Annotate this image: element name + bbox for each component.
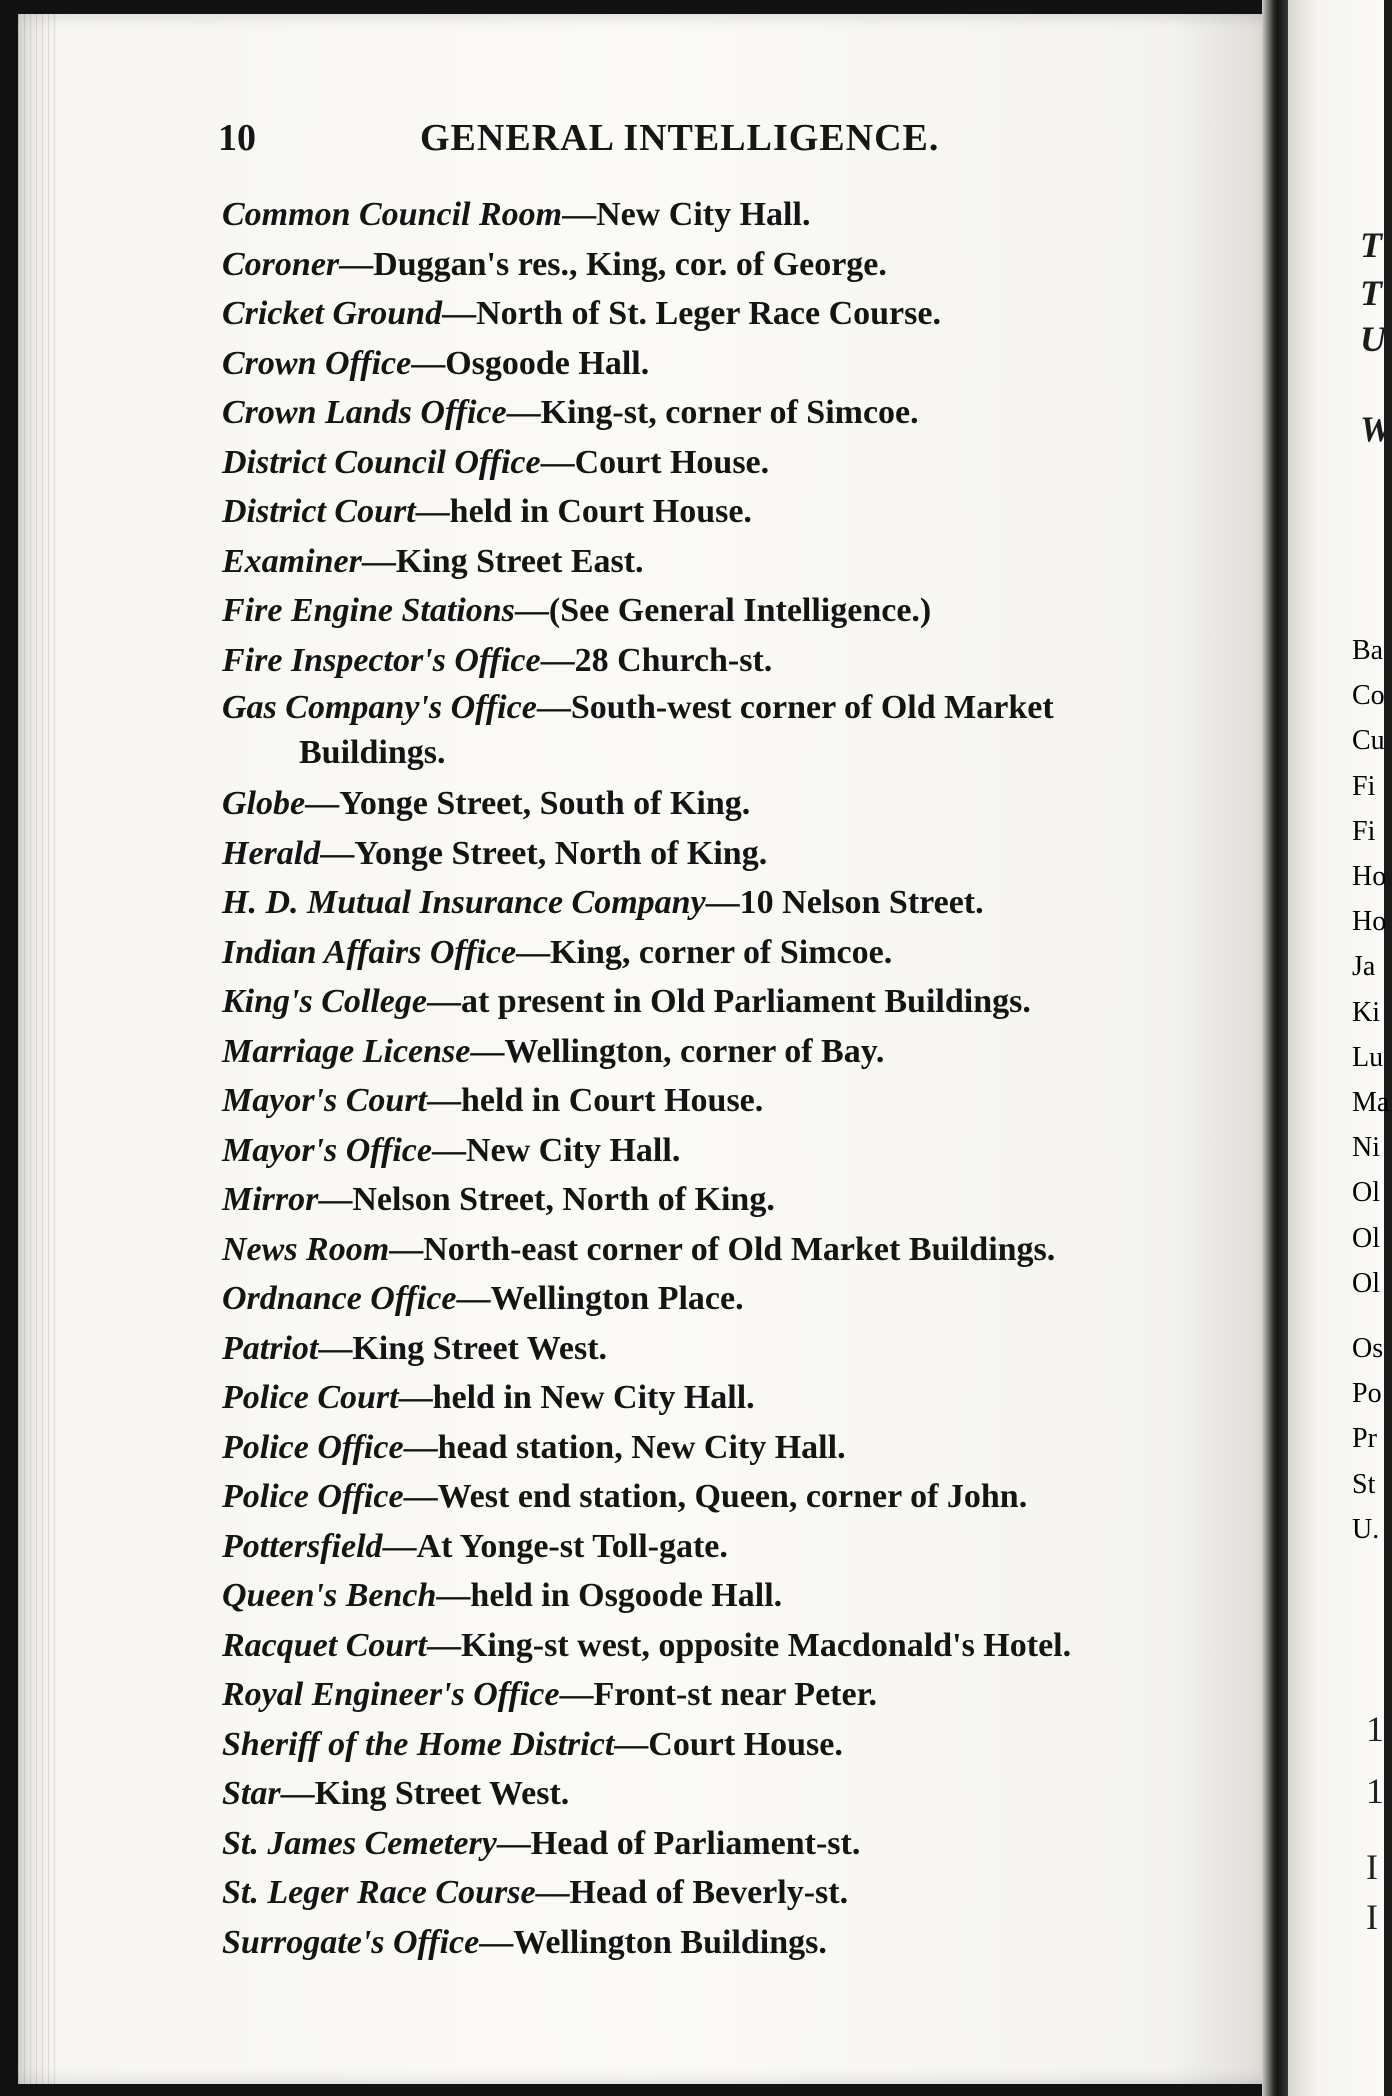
entry-term: H. D. Mutual Insurance Company <box>222 884 706 921</box>
entry-term: Queen's Bench <box>222 1577 437 1614</box>
directory-entry <box>222 1769 1202 1819</box>
entry-location: held in New City Hall. <box>432 1379 755 1416</box>
directory-entry <box>222 1819 1202 1869</box>
right-page-list <box>1352 628 1389 1306</box>
right-page-list-item: Ho <box>1352 861 1387 893</box>
entry-term: Mayor's Office <box>222 1131 432 1169</box>
right-page-mark: 1 <box>1366 1709 1384 1749</box>
entry-term: Gas Company's Office <box>222 689 537 726</box>
entry-dash: — <box>496 1824 531 1862</box>
entry-location: Nelson Street, North of King. <box>352 1181 775 1218</box>
entry-location: North-east corner of Old Market Buildings. <box>423 1230 1056 1268</box>
entry-dash: — <box>305 785 340 822</box>
entry-term: Fire Inspector's Office <box>222 641 541 679</box>
entry-dash: — <box>382 1527 417 1565</box>
directory-entry <box>222 1076 1202 1126</box>
entry-location: Court House. <box>574 443 770 481</box>
entry-term: Crown Lands Office <box>222 394 507 431</box>
directory-entry <box>222 586 1202 636</box>
entry-dash: — <box>442 295 477 332</box>
entry-dash: — <box>427 1082 461 1119</box>
right-page-letter: T <box>1360 273 1382 313</box>
entry-dash: — <box>540 443 575 481</box>
right-page-letter: T <box>1360 225 1382 265</box>
entry-location: Duggan's res., King, cor. of George. <box>373 245 887 283</box>
entry-term: Sheriff of the Home District <box>222 1725 615 1763</box>
right-page-list-item: Fi <box>1352 770 1376 802</box>
entry-term: Mirror <box>222 1181 319 1218</box>
entry-dash: — <box>280 1775 315 1812</box>
right-page-list-item: Fi <box>1352 815 1376 847</box>
right-page-list-item: Po <box>1352 1378 1382 1410</box>
entry-term: Ordnance Office <box>222 1280 457 1317</box>
entry-location: held in Court House. <box>461 1082 764 1119</box>
entry-dash: — <box>426 1626 461 1664</box>
right-page-list-item: Pr <box>1352 1423 1377 1455</box>
entry-term: Surrogate's Office <box>222 1923 480 1961</box>
entry-term: King's College <box>222 983 427 1020</box>
book-gutter <box>1262 0 1288 2096</box>
directory-entry <box>222 928 1202 978</box>
entry-term: Indian Affairs Office <box>222 933 517 971</box>
entry-location: Osgoode Hall. <box>445 344 650 382</box>
directory-entry <box>222 487 1202 537</box>
entry-location: King-st, corner of Simcoe. <box>540 394 919 431</box>
directory-entry <box>222 537 1202 587</box>
directory-entry <box>222 1670 1202 1720</box>
entry-location: North of St. Leger Race Course. <box>476 295 941 332</box>
right-page-fragment <box>1288 0 1392 2096</box>
right-page-list-item: Ol <box>1352 1222 1380 1254</box>
right-page-list-item: Ki <box>1352 996 1380 1028</box>
entry-dash: — <box>562 196 597 233</box>
page-header <box>0 116 1000 176</box>
entry-location: West end station, Queen, corner of John. <box>437 1478 1028 1515</box>
entry-dash: — <box>431 1131 466 1169</box>
entry-dash: — <box>559 1676 594 1713</box>
entry-term: St. Leger Race Course <box>222 1874 536 1911</box>
directory-entries <box>222 190 1202 1967</box>
directory-entry <box>222 289 1202 339</box>
right-page-list-item: Ol <box>1352 1267 1380 1299</box>
entry-term: Mayor's Court <box>222 1082 427 1119</box>
right-page-mark: I <box>1366 1847 1378 1887</box>
entry-term: Examiner <box>222 542 362 580</box>
entry-location: Wellington Buildings. <box>513 1923 827 1961</box>
entry-term: Star <box>222 1775 281 1812</box>
entry-term: Marriage License <box>222 1032 471 1070</box>
entry-term: District Council Office <box>222 443 541 481</box>
entry-dash: — <box>398 1379 433 1416</box>
entry-dash: — <box>436 1577 471 1614</box>
entry-term: Fire Engine Stations <box>222 592 515 629</box>
directory-entry <box>222 1324 1202 1374</box>
right-page-list-item: Ol <box>1352 1177 1380 1209</box>
entry-dash: — <box>470 1032 505 1070</box>
entry-dash: — <box>389 1230 424 1268</box>
directory-entry <box>222 1175 1202 1225</box>
entry-location: South-west corner of Old Market Buildings. <box>299 689 1054 771</box>
entry-location: held in Osgoode Hall. <box>470 1577 783 1614</box>
directory-entry <box>222 388 1202 438</box>
entry-dash: — <box>411 344 446 382</box>
entry-dash: — <box>403 1478 438 1515</box>
directory-entry <box>222 339 1202 389</box>
right-page-letter: W <box>1360 409 1392 449</box>
right-page-list-item: Ja <box>1352 951 1376 983</box>
entry-term: District Court <box>222 493 416 530</box>
directory-entry <box>222 190 1202 240</box>
entry-location: Yonge Street, North of King. <box>354 834 768 872</box>
entry-dash: — <box>415 493 450 530</box>
entry-dash: — <box>535 1874 570 1911</box>
entry-term: St. James Cemetery <box>222 1824 497 1862</box>
directory-entry <box>222 1472 1202 1522</box>
directory-entry <box>222 1225 1202 1275</box>
right-page-list-item: Ba <box>1352 635 1384 666</box>
entry-term: Police Office <box>222 1428 404 1466</box>
entry-term: Crown Office <box>222 344 412 382</box>
directory-entry <box>222 1621 1202 1671</box>
entry-location: head station, New City Hall. <box>437 1428 846 1466</box>
entry-term: Police Court <box>222 1379 399 1416</box>
directory-entry <box>222 977 1202 1027</box>
entry-location: New City Hall. <box>465 1131 681 1169</box>
right-page-letter: U <box>1360 319 1386 359</box>
entry-location: New City Hall. <box>596 196 811 233</box>
directory-entry <box>222 1522 1202 1572</box>
running-head: GENERAL INTELLIGENCE. <box>420 117 940 159</box>
right-page-list-item: Co <box>1352 680 1385 712</box>
entry-location: Wellington Place. <box>490 1280 744 1317</box>
entry-dash: — <box>479 1923 514 1961</box>
entry-term: Royal Engineer's Office <box>222 1676 560 1713</box>
entry-location: King Street West. <box>352 1329 608 1367</box>
entry-term: Herald <box>222 834 321 872</box>
entry-term: Coroner <box>222 245 340 283</box>
directory-entry <box>222 1571 1202 1621</box>
directory-entry <box>222 1868 1202 1918</box>
entry-location: Head of Beverly-st. <box>569 1874 849 1911</box>
entry-term: News Room <box>222 1230 390 1268</box>
entry-term: Globe <box>222 785 306 822</box>
directory-entry <box>222 1126 1202 1176</box>
entry-dash: — <box>318 1181 353 1218</box>
directory-entry <box>222 1027 1202 1077</box>
right-page-list <box>1352 1326 1383 1552</box>
entry-term: Police Office <box>222 1478 404 1515</box>
directory-entry <box>222 1274 1202 1324</box>
entry-location: Yonge Street, South of King. <box>339 785 751 822</box>
directory-entry <box>222 685 1202 779</box>
entry-dash: — <box>361 542 396 580</box>
right-page-list-item: Cu <box>1352 725 1385 757</box>
directory-entry <box>222 829 1202 879</box>
entry-location: at present in Old Parliament Buildings. <box>460 983 1031 1020</box>
right-page-list-item: U. <box>1352 1513 1380 1545</box>
right-page-list-item: Lu <box>1352 1041 1384 1073</box>
entry-term: Racquet Court <box>222 1626 427 1664</box>
entry-dash: — <box>614 1725 649 1763</box>
entry-dash: — <box>536 689 571 726</box>
entry-term: Patriot <box>222 1329 319 1367</box>
right-page-list-item: Ho <box>1352 906 1387 938</box>
entry-dash: — <box>426 983 461 1020</box>
entry-dash: — <box>456 1280 491 1317</box>
page-number: 10 <box>218 117 256 159</box>
entry-location: 10 Nelson Street. <box>739 884 984 921</box>
entry-dash: — <box>318 1329 353 1367</box>
directory-entry <box>222 1373 1202 1423</box>
entry-term: Common Council Room <box>222 196 563 233</box>
directory-entry <box>222 779 1202 829</box>
directory-entry <box>222 1720 1202 1770</box>
right-page-list-item: Ni <box>1352 1132 1380 1164</box>
entry-location: King Street East. <box>395 542 644 580</box>
page-edge-stack <box>18 14 58 2084</box>
entry-term: Cricket Ground <box>222 295 443 332</box>
entry-dash: — <box>506 394 541 431</box>
entry-location: King, corner of Simcoe. <box>550 933 893 971</box>
entry-dash: — <box>705 884 740 921</box>
entry-location: King-st west, opposite Macdonald's Hotel. <box>460 1626 1072 1664</box>
entry-dash: — <box>320 834 355 872</box>
right-page-list-item: Os <box>1352 1333 1384 1364</box>
entry-dash: — <box>514 592 549 629</box>
directory-entry <box>222 1423 1202 1473</box>
directory-entry <box>222 1918 1202 1968</box>
entry-location: Front-st near Peter. <box>593 1676 878 1713</box>
directory-entry <box>222 438 1202 488</box>
entry-dash: — <box>540 641 575 679</box>
entry-location: Head of Parliament-st. <box>530 1824 861 1862</box>
entry-dash: — <box>516 933 551 971</box>
entry-location: Wellington, corner of Bay. <box>504 1032 885 1070</box>
entry-term: Pottersfield <box>222 1527 383 1565</box>
directory-entry <box>222 878 1202 928</box>
entry-location: (See General Intelligence.) <box>548 592 932 629</box>
entry-dash: — <box>339 245 374 283</box>
entry-location: King Street West. <box>314 1775 570 1812</box>
entry-location: 28 Church-st. <box>574 641 773 679</box>
entry-location: held in Court House. <box>449 493 752 530</box>
entry-location: At Yonge-st Toll-gate. <box>416 1527 728 1565</box>
right-page-list-item: St <box>1352 1468 1376 1500</box>
directory-entry <box>222 636 1202 686</box>
right-page-list-item: Ma <box>1352 1087 1390 1119</box>
entry-dash: — <box>403 1428 438 1466</box>
right-page-mark: I <box>1366 1897 1378 1937</box>
directory-entry <box>222 240 1202 290</box>
entry-location: Court House. <box>648 1725 843 1763</box>
right-page-mark: 1 <box>1366 1771 1384 1811</box>
